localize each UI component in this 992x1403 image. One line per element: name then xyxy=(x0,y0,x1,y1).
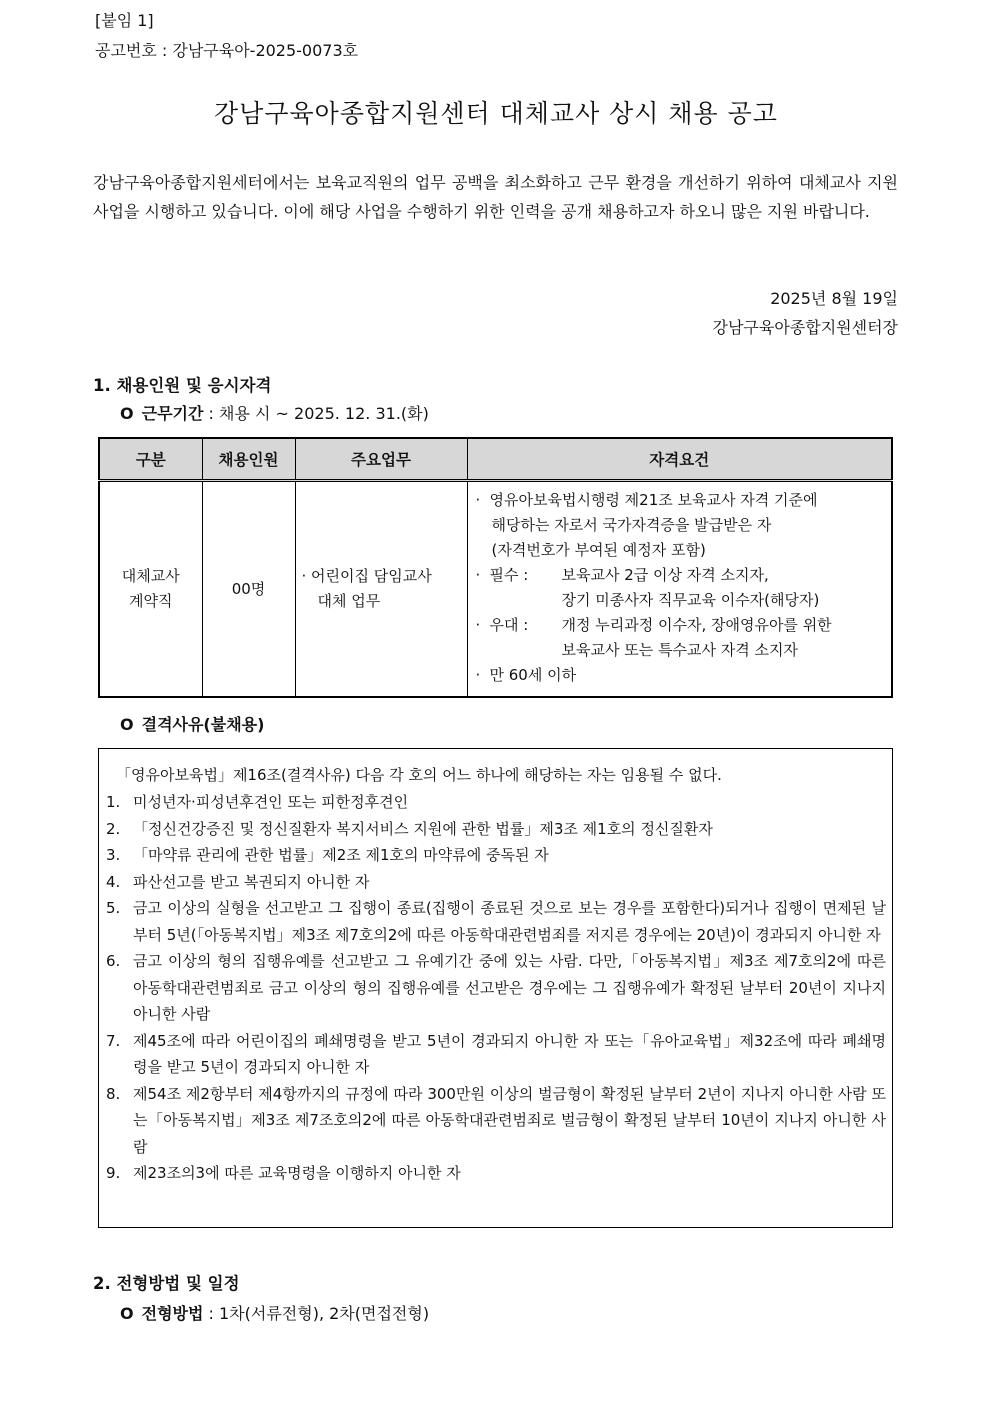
cell-qualifications xyxy=(467,481,892,698)
header-headcount: 채용인원 xyxy=(202,438,295,481)
recruitment-table xyxy=(98,437,893,698)
bullet: · xyxy=(475,616,481,634)
qual-text: 장기 미종사자 직무교육 이수자(해당자) xyxy=(561,591,820,609)
item-text: 금고 이상의 실형을 선고받고 그 집행이 종료(집행이 종료된 것으로 보는 경우를 포함한다)되거나 집행이 면제된 날부터 5년(「아동복지법」제3조 제7호의2에 따른 아동학대관련범죄를 저지른 경우에는 20년)이 경과되지 아니한 자 xyxy=(133,899,886,944)
selection-method xyxy=(120,1301,429,1324)
qual-text: 보육교사 또는 특수교사 자격 소지자 xyxy=(561,641,798,659)
duty-line: 대체 업무 xyxy=(317,592,381,610)
page-title: 강남구육아종합지원센터 대체교사 상시 채용 공고 xyxy=(214,99,778,128)
item-number: 4. xyxy=(106,872,121,891)
circle-bullet: O xyxy=(120,1304,134,1323)
qual-item xyxy=(476,488,886,513)
qual-label: 필수 : xyxy=(489,566,529,584)
disqualification-heading xyxy=(120,712,264,735)
disqualification-intro: 「영유아보육법」제16조(결격사유) 다음 각 호의 어느 하나에 해당하는 자는 임용될 수 없다. xyxy=(116,766,722,784)
work-period xyxy=(120,401,429,424)
item-number: 2. xyxy=(106,819,121,838)
item-number: 6. xyxy=(106,952,121,970)
circle-bullet: O xyxy=(120,404,134,423)
section-2-heading: 2. 전형방법 및 일정 xyxy=(93,1274,240,1293)
qual-text: (자격번호가 부여된 예정자 포함) xyxy=(491,541,706,559)
list-item xyxy=(106,842,886,869)
header-duties: 주요업무 xyxy=(295,438,467,481)
table-header-row xyxy=(99,438,892,481)
work-period-label: 근무기간 xyxy=(141,404,204,423)
qual-label: 우대 : xyxy=(489,616,529,634)
disqualification-label: 결격사유(불채용) xyxy=(141,715,265,734)
issuer-name: 강남구육아종합지원센터장 xyxy=(712,318,898,337)
cell-category xyxy=(99,481,202,698)
table-row xyxy=(99,481,892,698)
item-number: 8. xyxy=(106,1084,121,1103)
category-line: 대체교사 xyxy=(121,567,180,585)
disqualification-box xyxy=(98,748,893,1228)
notice-number: 공고번호 : 강남구육아-2025-0073호 xyxy=(95,41,359,60)
list-item xyxy=(106,895,886,948)
item-number: 9. xyxy=(106,1164,121,1182)
item-text: 「마약류 관리에 관한 법률」제2조 제1호의 마약류에 중독된 자 xyxy=(133,846,549,864)
item-text: 「정신건강증진 및 정신질환자 복지서비스 지원에 관한 법률」제3조 제1호의 정신질환자 xyxy=(133,819,713,838)
item-number: 7. xyxy=(106,1031,121,1050)
item-text: 제23조의3에 따른 교육명령을 이행하지 아니한 자 xyxy=(133,1164,461,1182)
qual-text: 만 60세 이하 xyxy=(489,666,577,684)
list-item xyxy=(106,789,886,816)
item-number: 5. xyxy=(106,899,121,917)
bullet: · xyxy=(475,566,481,584)
item-text: 제54조 제2항부터 제4항까지의 규정에 따라 300만원 이상의 벌금형이 확정된 날부터 2년이 지나지 아니한 사람 또는「아동복지법」제3조 제7조호의2에 따른 아동학대관련범죄로 벌금형이 확정된 날부터 10년이 지나지 아니한 사람 xyxy=(133,1084,886,1156)
cell-duties xyxy=(295,481,467,698)
attachment-label: [붙임 1] xyxy=(95,11,154,30)
header-qualifications: 자격요건 xyxy=(467,438,892,481)
item-text: 미성년자·피성년후견인 또는 피한정후견인 xyxy=(133,793,409,811)
selection-method-label: 전형방법 xyxy=(141,1304,204,1323)
header-category: 구분 xyxy=(99,438,202,481)
item-text: 제45조에 따라 어린이집의 폐쇄명령을 받고 5년이 경과되지 아니한 자 또는「유아교육법」제32조에 따라 폐쇄명령을 받고 5년이 경과되지 아니한 자 xyxy=(133,1031,886,1076)
list-item xyxy=(106,1028,886,1081)
duty-line: · 어린이집 담임교사 xyxy=(301,567,432,585)
intro-paragraph: 강남구육아종합지원세터에서는 보육교직원의 업무 공백을 최소화하고 근무 환경을 개선하기 위하여 대체교사 지원사업을 시행하고 있습니다. 이에 해당 사업을 수행하기 위한 인력을 공개 채용하고자 하오니 많은 지원 바랍니다. xyxy=(93,173,898,221)
item-text: 금고 이상의 형의 집행유예를 선고받고 그 유예기간 중에 있는 사람. 다만,「아동복지법」제3조 제7호의2에 따른 아동학대관련범죄로 금고 이상의 형의 집행유예를 선고받은 경우에는 그 집행유예가 확정된 날부터 20년이 지나지 아니한 사람 xyxy=(133,952,886,1023)
section-1-heading: 1. 채용인원 및 응시자격 xyxy=(93,376,272,395)
qual-text: 보육교사 2급 이상 자격 소지자, xyxy=(561,566,769,584)
disqualification-list xyxy=(106,789,886,1187)
item-number: 1. xyxy=(106,793,121,811)
announcement-date: 2025년 8월 19일 xyxy=(770,289,898,308)
item-number: 3. xyxy=(106,846,121,864)
qual-text: 영유아보육법시행령 제21조 보육교사 자격 기준에 xyxy=(489,491,818,509)
qual-text: 개정 누리과정 이수자, 장애영유아를 위한 xyxy=(561,616,832,634)
qual-text: 해당하는 자로서 국가자격증을 발급받은 자 xyxy=(491,516,772,534)
list-item xyxy=(106,869,886,896)
cell-headcount: 00명 xyxy=(202,481,295,698)
list-item xyxy=(106,1160,886,1187)
list-item xyxy=(106,1081,886,1161)
list-item xyxy=(106,816,886,843)
category-line: 계약직 xyxy=(129,592,173,610)
list-item xyxy=(106,948,886,1028)
qual-item xyxy=(476,613,886,638)
selection-method-value: : 1차(서류전형), 2차(면접전형) xyxy=(203,1304,430,1323)
qual-item xyxy=(476,563,886,588)
work-period-value: : 채용 시 ~ 2025. 12. 31.(화) xyxy=(203,404,429,423)
item-text: 파산선고를 받고 복권되지 아니한 자 xyxy=(133,872,370,891)
bullet: · xyxy=(475,666,481,684)
bullet: · xyxy=(475,491,481,509)
circle-bullet: O xyxy=(120,715,134,734)
qual-item xyxy=(476,663,886,688)
